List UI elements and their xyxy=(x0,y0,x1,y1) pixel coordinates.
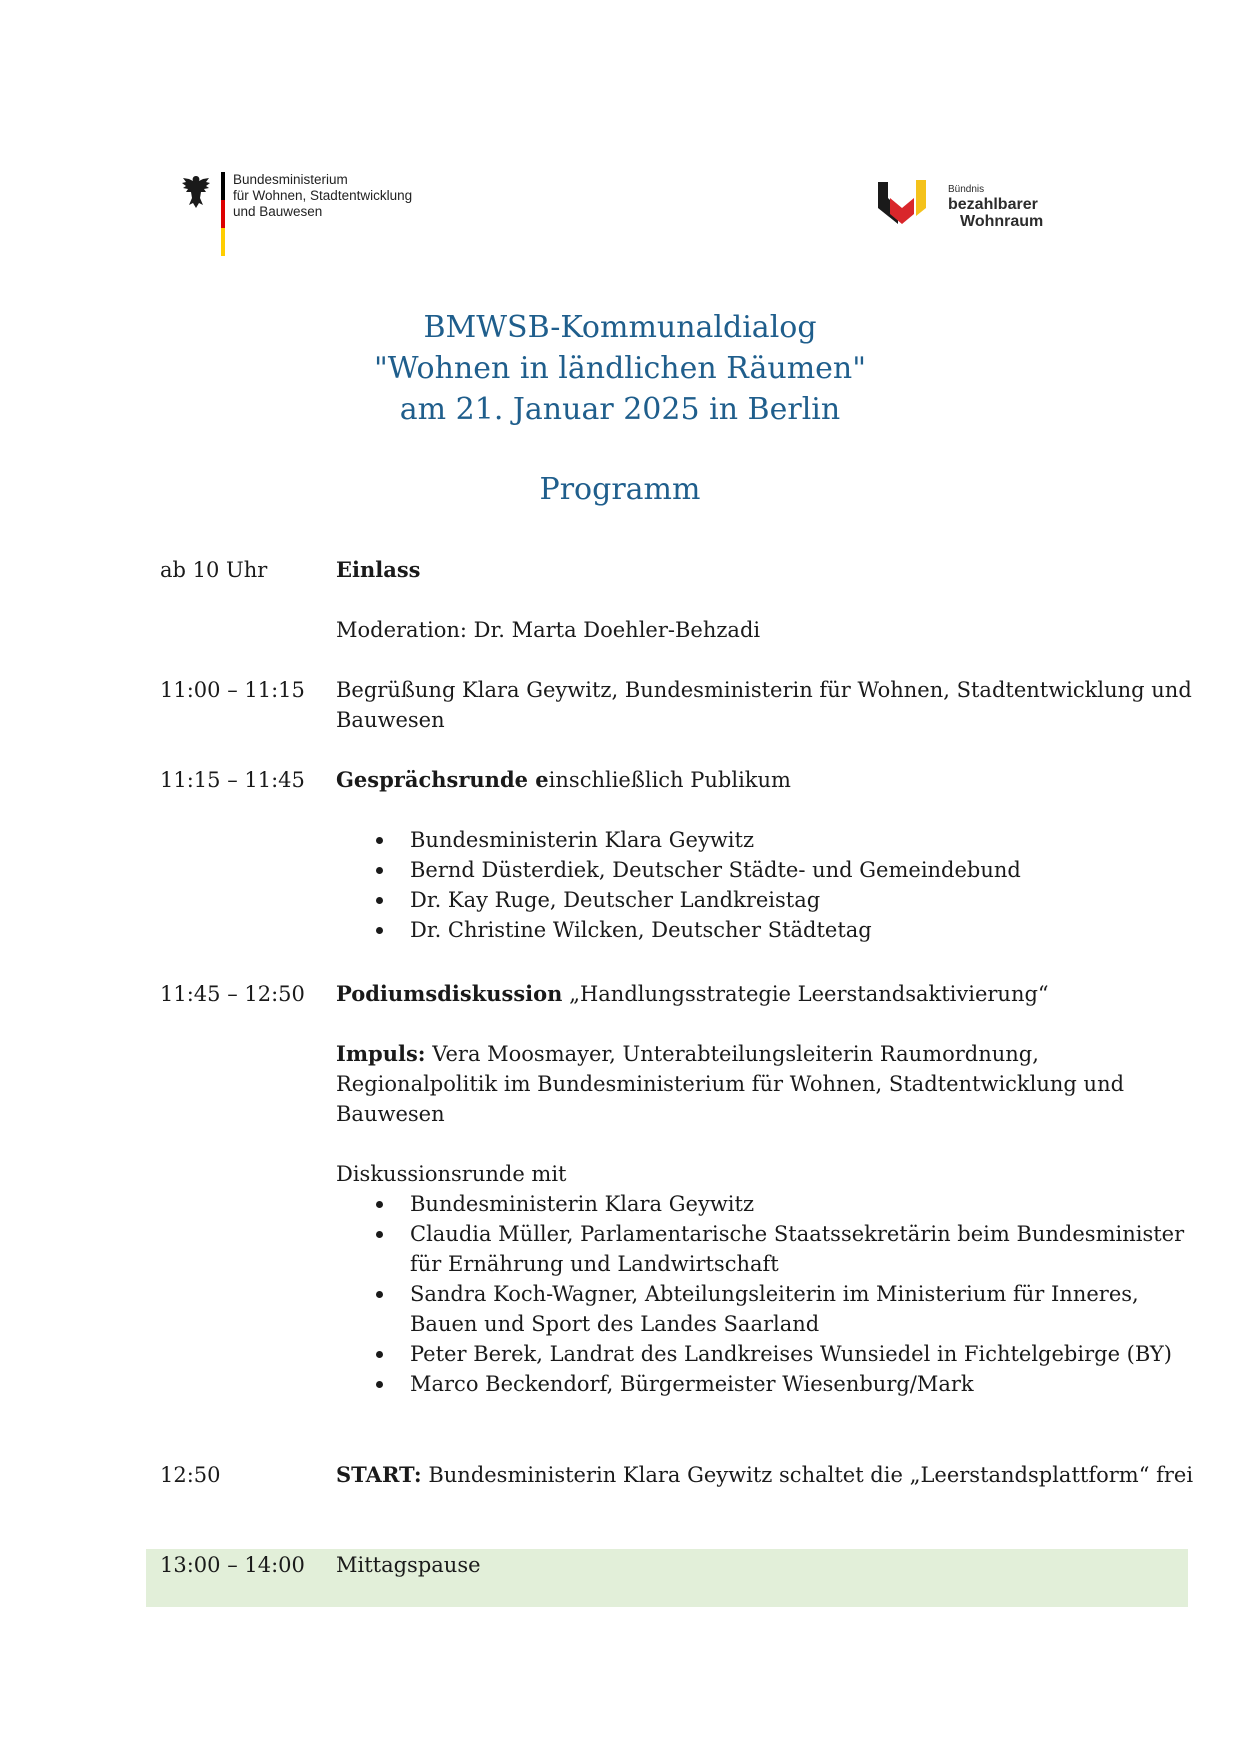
document-title xyxy=(0,307,1240,430)
federal-eagle-icon xyxy=(180,174,212,210)
flag-red xyxy=(221,200,225,228)
alliance-mark-icon xyxy=(876,178,928,224)
ministry-line-3: und Bauwesen xyxy=(233,204,323,219)
alliance-line-2: bezahlbarer xyxy=(948,196,1038,213)
alliance-name xyxy=(948,184,1043,230)
agenda-time: 11:45 – 12:50 xyxy=(160,982,305,1006)
list-item: Dr. Christine Wilcken, Deutscher Städtetag xyxy=(336,915,1196,945)
alliance-line-3: Wohnraum xyxy=(960,213,1044,230)
agenda-time: 11:15 – 11:45 xyxy=(160,768,305,792)
participants-list xyxy=(336,825,1196,945)
list-item: Sandra Koch-Wagner, Abteilungsleiterin im Ministerium für Inneres, Bauen und Sport des Landes Saarland xyxy=(336,1279,1196,1339)
agenda-text xyxy=(336,1460,1216,1490)
list-item: Bundesministerin Klara Geywitz xyxy=(336,825,1196,855)
agenda-title: Einlass xyxy=(336,557,421,582)
moderation-text: Moderation: Dr. Marta Doehler-Behzadi xyxy=(336,618,761,642)
agenda-time: 11:00 – 11:15 xyxy=(160,678,305,702)
ministry-logo xyxy=(180,168,430,260)
panelists-list xyxy=(336,1189,1196,1399)
start-text: Bundesministerin Klara Geywitz schaltet die „Leerstandsplattform“ frei xyxy=(421,1463,1194,1487)
agenda-title: Mittagspause xyxy=(336,1553,481,1577)
start-label: START: xyxy=(336,1462,422,1487)
impulse-label: Impuls: xyxy=(336,1041,426,1066)
ministry-line-2: für Wohnen, Stadtentwicklung xyxy=(233,188,413,203)
list-item: Peter Berek, Landrat des Landkreises Wunsiedel in Fichtelgebirge (BY) xyxy=(336,1339,1196,1369)
agenda-time: 13:00 – 14:00 xyxy=(160,1553,305,1577)
ministry-line-1: Bundesministerium xyxy=(233,172,348,187)
agenda-title xyxy=(336,765,1196,795)
ministry-name xyxy=(233,172,433,220)
title-line-2: "Wohnen in ländlichen Räumen" xyxy=(373,351,867,386)
agenda-title-bold: Gesprächsrunde e xyxy=(336,767,549,792)
agenda-title-bold: Podiumsdiskussion xyxy=(336,981,563,1006)
list-item: Claudia Müller, Parlamentarische Staatssekretärin beim Bundesminister für Ernährung und Landwirtschaft xyxy=(336,1219,1196,1279)
alliance-line-1: Bündnis xyxy=(948,184,985,195)
panel-intro: Diskussionsrunde mit xyxy=(336,1162,567,1186)
flag-gold xyxy=(221,228,225,256)
agenda-title xyxy=(336,979,1196,1009)
agenda-title-rest: inschließlich Publikum xyxy=(548,768,791,792)
impulse-text xyxy=(336,1039,1196,1129)
agenda-text: Begrüßung Klara Geywitz, Bundesministerin für Wohnen, Stadtentwicklung und Bauwesen xyxy=(336,678,1192,732)
program-heading: Programm xyxy=(539,472,701,507)
alliance-logo xyxy=(876,174,1066,244)
title-line-3: am 21. Januar 2025 in Berlin xyxy=(399,392,841,427)
list-item: Bundesministerin Klara Geywitz xyxy=(336,1189,1196,1219)
list-item: Dr. Kay Ruge, Deutscher Landkreistag xyxy=(336,885,1196,915)
list-item: Bernd Düsterdiek, Deutscher Städte- und Gemeindebund xyxy=(336,855,1196,885)
agenda-time: 12:50 xyxy=(160,1463,221,1487)
german-flag-bar xyxy=(221,172,225,256)
flag-black xyxy=(221,172,225,200)
agenda-title-rest: „Handlungsstrategie Leerstandsaktivierung“ xyxy=(562,982,1049,1006)
list-item: Marco Beckendorf, Bürgermeister Wiesenburg/Mark xyxy=(336,1369,1196,1399)
impulse-body: Vera Moosmayer, Unterabteilungsleiterin Raumordnung, Regionalpolitik im Bundesministerium für Wohnen, Stadtentwicklung und Bauwesen xyxy=(336,1042,1125,1126)
title-line-1: BMWSB-Kommunaldialog xyxy=(423,310,817,345)
agenda-time: ab 10 Uhr xyxy=(160,558,268,582)
